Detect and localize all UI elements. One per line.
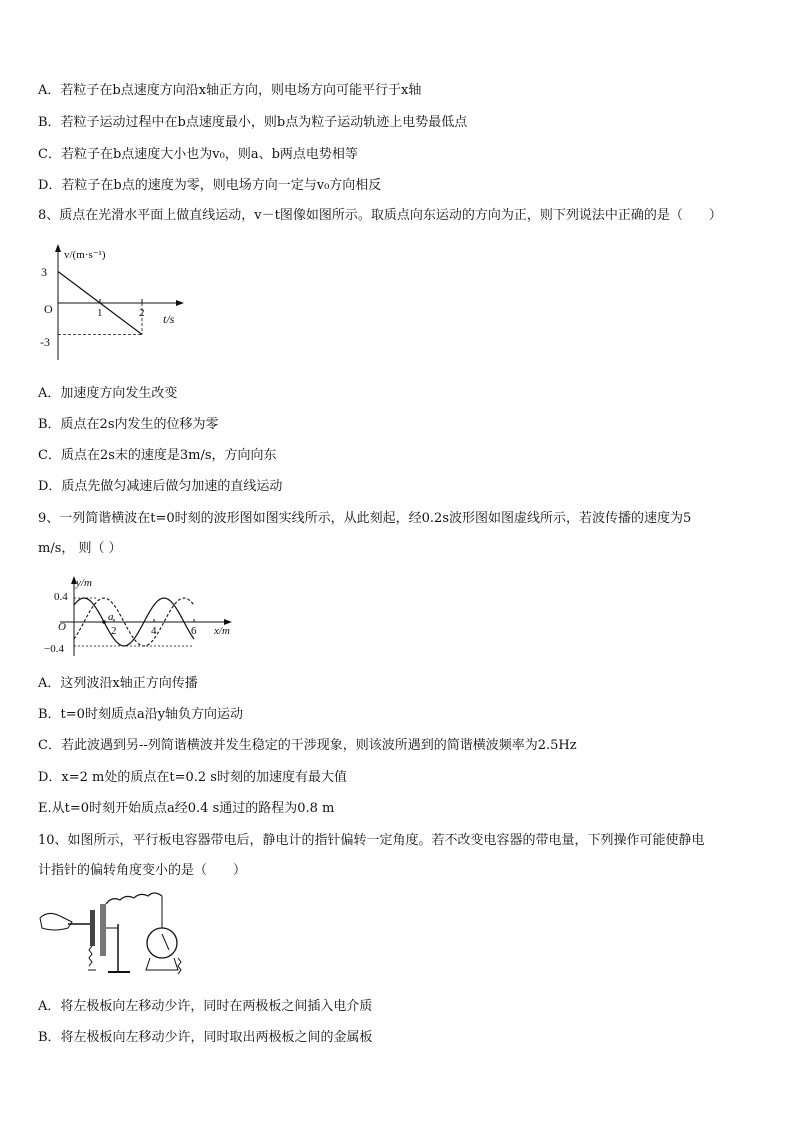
electrometer-needle bbox=[162, 934, 169, 950]
vt-x-arrow bbox=[176, 300, 184, 306]
q8-stem: 8、质点在光滑水平面上做直线运动，v－t图像如图所示。取质点向东运动的方向为正，则下列说法中正确的是（ ） bbox=[38, 208, 722, 223]
q8-option-d: D．质点先做匀减速后做匀加速的直线运动 bbox=[38, 479, 283, 494]
vt-y-neg: -3 bbox=[40, 335, 50, 349]
point-a-marker bbox=[102, 620, 106, 624]
q7-option-c: C．若粒子在b点速度大小也为v₀，则a、b两点电势相等 bbox=[38, 147, 358, 162]
left-ground-chain bbox=[89, 946, 92, 966]
vt-x-label: t/s bbox=[163, 312, 175, 326]
q8-option-c: C．质点在2s末的速度是3m/s，方向向东 bbox=[38, 448, 277, 463]
q9-option-e: E.从t=0时刻开始质点a经0.4 s通过的路程为0.8 m bbox=[38, 801, 335, 816]
q9-option-a: A．这列波沿x轴正方向传播 bbox=[38, 676, 198, 691]
wave-x-tick-label: 2 bbox=[111, 625, 117, 637]
wave-y-neg: −0.4 bbox=[44, 643, 64, 655]
vt-origin: O bbox=[44, 302, 53, 316]
point-a-label: a bbox=[108, 611, 114, 623]
right-plate bbox=[100, 904, 106, 956]
capacitor-electrometer-figure bbox=[38, 888, 193, 983]
vt-x-tick-label: 1 bbox=[97, 307, 103, 319]
vt-graph bbox=[38, 240, 198, 365]
q9-option-b: B．t=0时刻质点a沿y轴负方向运动 bbox=[38, 707, 244, 722]
electrometer-base bbox=[146, 958, 178, 970]
hand-icon bbox=[40, 913, 72, 930]
q10-stem-1: 10、如图所示，平行板电容器带电后，静电计的指针偏转一定角度。若不改变电容器的带电量，下列操作可能使静电 bbox=[38, 833, 705, 848]
q7-option-a: A．若粒子在b点速度方向沿x轴正方向，则电场方向可能平行于x轴 bbox=[38, 83, 422, 98]
vt-x-tick-label: 2 bbox=[139, 307, 145, 319]
wave-y-pos: 0.4 bbox=[54, 591, 68, 603]
q9-option-d: D．x=2 m处的质点在t=0.2 s时刻的加速度有最大值 bbox=[38, 770, 347, 785]
wave-x-tick-label: 6 bbox=[191, 625, 197, 637]
q10-option-a: A．将左极板向左移动少许，同时在两极板之间插入电介质 bbox=[38, 999, 373, 1014]
q9-stem-2: m/s， 则（ ） bbox=[38, 541, 122, 556]
wave-x-tick-label: 4 bbox=[151, 625, 157, 637]
wave-graph bbox=[38, 572, 248, 658]
q10-stem-2: 计指针的偏转角度变小的是（ ） bbox=[38, 863, 247, 878]
wave-y-label: y/m bbox=[76, 577, 92, 589]
vt-y-label: v/(m·s⁻¹) bbox=[64, 249, 106, 261]
q7-option-b: B．若粒子运动过程中在b点速度最小，则b点为粒子运动轨迹上电势最低点 bbox=[38, 115, 468, 130]
q8-option-a: A．加速度方向发生改变 bbox=[38, 386, 178, 401]
right-ground-chain bbox=[178, 958, 181, 974]
q9-option-c: C．若此波遇到另--列简谐横波并发生稳定的干涉现象，则该波所遇到的简谐横波频率为2.5Hz bbox=[38, 738, 577, 753]
wave-origin: O bbox=[58, 621, 66, 633]
vt-y-pos: 3 bbox=[41, 265, 47, 279]
q9-stem-1: 9、一列简谐横波在t=0时刻的波形图如图实线所示，从此刻起，经0.2s波形图如图虚线所示，若波传播的速度为5 bbox=[38, 511, 692, 526]
electrometer-case bbox=[147, 928, 177, 958]
left-plate bbox=[90, 910, 95, 946]
wave-x-label: x/m bbox=[214, 625, 230, 637]
q7-option-d: D．若粒子在b点的速度为零，则电场方向一定与v₀方向相反 bbox=[38, 178, 382, 193]
q8-option-b: B．质点在2s内发生的位移为零 bbox=[38, 417, 219, 432]
vt-y-arrow bbox=[55, 244, 61, 252]
q10-option-b: B．将左极板向左移动少许，同时取出两极板之间的金属板 bbox=[38, 1030, 373, 1045]
connecting-wire bbox=[106, 893, 162, 904]
